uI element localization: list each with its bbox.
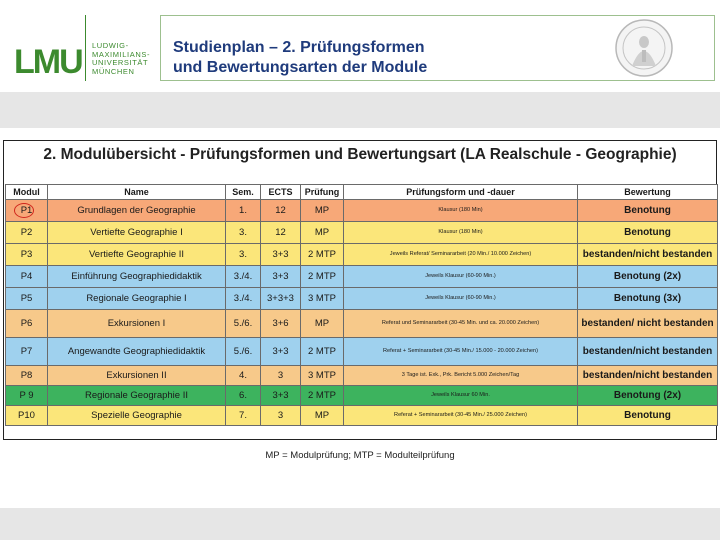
table-cell-ects: 3+3 [261, 386, 301, 406]
table-row [6, 366, 718, 386]
table-cell-name: Regionale Geographie I [48, 288, 226, 310]
slide-title [173, 38, 427, 78]
table-cell-modul: P4 [6, 266, 48, 288]
table-cell-sem: 5./6. [226, 310, 261, 338]
table-cell-modul: P2 [6, 222, 48, 244]
university-line: MÜNCHEN [92, 66, 135, 76]
table-cell-bewertung: bestanden/nicht bestanden [578, 244, 718, 266]
table-cell-sem: 3. [226, 222, 261, 244]
table-cell-bewertung: Benotung (2x) [578, 386, 718, 406]
highlight-circle-icon [14, 203, 34, 218]
table-cell-pruefung: 2 MTP [301, 266, 344, 288]
column-header: Prüfungsform und -dauer [344, 185, 578, 200]
table-cell-ects: 3+3 [261, 244, 301, 266]
table-cell-modul: P7 [6, 338, 48, 366]
table-cell-sem: 4. [226, 366, 261, 386]
table-header-row [6, 185, 718, 200]
table-row [6, 406, 718, 426]
table-cell-bewertung: Benotung [578, 406, 718, 426]
table-cell-form: Referat + Seminararbeit (30-45 Min./ 15.000 - 20.000 Zeichen) [344, 338, 578, 366]
column-header: Name [48, 185, 226, 200]
university-seal-icon [614, 18, 674, 78]
table-cell-sem: 3./4. [226, 288, 261, 310]
university-line: MAXIMILIANS- [92, 49, 151, 59]
table-cell-modul: P6 [6, 310, 48, 338]
table-cell-ects: 12 [261, 200, 301, 222]
lmu-logo: LMU [14, 43, 82, 81]
footer-band [0, 508, 720, 540]
table-cell-ects: 3+3+3 [261, 288, 301, 310]
table-row [6, 222, 718, 244]
table-cell-name: Exkursionen II [48, 366, 226, 386]
university-line: UNIVERSITÄT [92, 58, 149, 67]
table-cell-sem: 3./4. [226, 266, 261, 288]
table-cell-sem: 3. [226, 244, 261, 266]
table-cell-ects: 3 [261, 366, 301, 386]
table-cell-form: Referat + Seminararbeit (30-45 Min./ 25.000 Zeichen) [344, 406, 578, 426]
table-row [6, 288, 718, 310]
abbreviation-note: MP = Modulprüfung; MTP = Modulteilprüfung [265, 450, 455, 461]
table-cell-bewertung: bestanden/ nicht bestanden [578, 310, 718, 338]
table-cell-form: Jeweils Klausur (60-90 Min.) [344, 288, 578, 310]
table-cell-ects: 3 [261, 406, 301, 426]
table-cell-form: Referat und Seminararbeit (30-45 Min. und ca. 20.000 Zeichen) [344, 310, 578, 338]
slide-title-line: und Bewertungsarten der Module [173, 59, 428, 76]
table-cell-modul: P10 [6, 406, 48, 426]
header-band [0, 92, 720, 128]
table-row [6, 200, 718, 222]
table-cell-form: Klausur (180 Min) [344, 222, 578, 244]
table-cell-form: 3 Tage ist. Exk., Prk. Bericht 5.000 Zeichen/Tag [344, 366, 578, 386]
slide-title-line: Studienplan – 2. Prüfungsformen [173, 39, 425, 56]
table-cell-pruefung: MP [301, 310, 344, 338]
table-cell-sem: 6. [226, 386, 261, 406]
table-row [6, 386, 718, 406]
table-cell-form: Jeweils Klausur 60 Min. [344, 386, 578, 406]
table-cell-sem: 1. [226, 200, 261, 222]
module-table [5, 184, 718, 426]
table-cell-ects: 3+6 [261, 310, 301, 338]
column-header: ECTS [261, 185, 301, 200]
university-name [92, 42, 150, 76]
table-cell-pruefung: 3 MTP [301, 366, 344, 386]
table-cell-sem: 7. [226, 406, 261, 426]
table-cell-bewertung: Benotung [578, 222, 718, 244]
logo-divider [85, 15, 86, 81]
table-row [6, 310, 718, 338]
table-cell-pruefung: MP [301, 200, 344, 222]
table-cell-form: Klausur (180 Min) [344, 200, 578, 222]
table-cell-name: Einführung Geographiedidaktik [48, 266, 226, 288]
table-cell-ects: 3+3 [261, 266, 301, 288]
table-cell-pruefung: 3 MTP [301, 288, 344, 310]
table-cell-modul: P3 [6, 244, 48, 266]
table-cell-name: Grundlagen der Geographie [48, 200, 226, 222]
table-cell-modul: P5 [6, 288, 48, 310]
table-cell-pruefung: 2 MTP [301, 244, 344, 266]
table-cell-bewertung: Benotung [578, 200, 718, 222]
table-cell-form: Jeweils Klausur (60-90 Min.) [344, 266, 578, 288]
table-cell-pruefung: MP [301, 222, 344, 244]
table-cell-name: Angewandte Geographiedidaktik [48, 338, 226, 366]
table-row [6, 338, 718, 366]
table-cell-name: Vertiefte Geographie I [48, 222, 226, 244]
table-cell-ects: 3+3 [261, 338, 301, 366]
table-cell-name: Exkursionen I [48, 310, 226, 338]
table-cell-name: Vertiefte Geographie II [48, 244, 226, 266]
table-row [6, 244, 718, 266]
table-cell-modul: P 9 [6, 386, 48, 406]
table-row [6, 266, 718, 288]
table-cell-modul: P1 [6, 200, 48, 222]
table-cell-name: Spezielle Geographie [48, 406, 226, 426]
table-cell-pruefung: 2 MTP [301, 338, 344, 366]
table-cell-bewertung: Benotung (2x) [578, 266, 718, 288]
table-title: 2. Modulübersicht - Prüfungsformen und Bewertungsart (LA Realschule - Geographie) [43, 146, 677, 163]
column-header: Sem. [226, 185, 261, 200]
table-cell-pruefung: MP [301, 406, 344, 426]
column-header: Prüfung [301, 185, 344, 200]
table-cell-bewertung: bestanden/nicht bestanden [578, 366, 718, 386]
table-cell-ects: 12 [261, 222, 301, 244]
slide-header [0, 0, 720, 92]
table-cell-form: Jeweils Referat/ Seminararbeit (20 Min./ 10.000 Zeichen) [344, 244, 578, 266]
table-cell-bewertung: bestanden/nicht bestanden [578, 338, 718, 366]
table-cell-name: Regionale Geographie II [48, 386, 226, 406]
column-header: Modul [6, 185, 48, 200]
table-cell-sem: 5./6. [226, 338, 261, 366]
university-line: LUDWIG- [92, 41, 129, 50]
table-cell-bewertung: Benotung (3x) [578, 288, 718, 310]
table-cell-pruefung: 2 MTP [301, 386, 344, 406]
table-cell-modul: P8 [6, 366, 48, 386]
column-header: Bewertung [578, 185, 718, 200]
